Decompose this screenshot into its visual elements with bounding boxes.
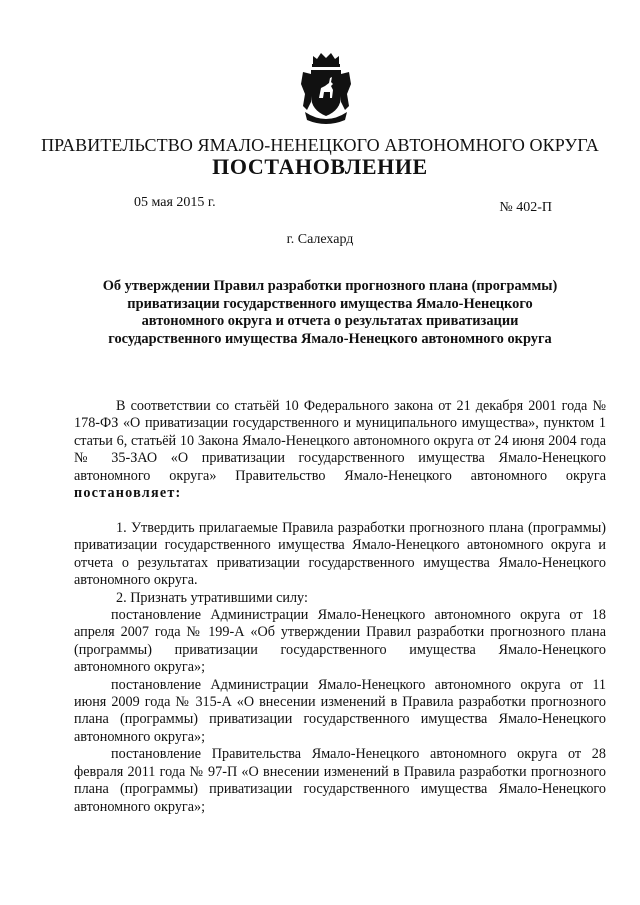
document-type-title: ПОСТАНОВЛЕНИЕ (212, 154, 428, 179)
government-name: ПРАВИТЕЛЬСТВО ЯМАЛО-НЕНЕЦКОГО АВТОНОМНОГО ОКРУГА (41, 135, 599, 155)
document-date: 05 мая 2015 г. (134, 195, 216, 210)
repealed-act-2: постановление Администрации Ямало-Ненецкого автономного округа от 11 июня 2009 года № 315-А «О внесении изменений в Правила разработки прогнозного плана (программы) приватизации государственного имущества Ямало-Ненецкого автономного округа»; (74, 676, 606, 745)
resolves-word: постановляет: (74, 485, 182, 502)
repealed-act-1: постановление Администрации Ямало-Ненецкого автономного округа от 18 апреля 2007 года № 199-А «Об утверждении Правил разработки прогнозного плана (программы) приватизации государственного имущества Ямало-Ненецкого автономного округа»; (74, 607, 606, 676)
document-city: г. Салехард (286, 232, 354, 247)
document-number: № 402-П (499, 200, 552, 215)
preamble-text: В соответствии со статьёй 10 Федерального закона от 21 декабря 2001 года № 178-ФЗ «О приватизации государственного и муниципального имущества», пунктом 1 статьи 6, статьёй 10 Закона Ямало-Ненецкого автономного округа от 24 июня 2004 года № 35-ЗАО «О приватизации государственного имущества Ямало-Ненецкого автономного округа» Правительство Ямало-Ненецкого автономного округа (74, 398, 606, 484)
coat-of-arms-icon (299, 50, 353, 124)
preamble (74, 398, 606, 502)
document-heading: Об утверждении Правил разработки прогнозного плана (программы) приватизации государственного имущества Ямало-Ненецкого автономного округа и отчета о результатах приватизации государственного имущества Ямало-Ненецкого автономного округа (102, 278, 558, 347)
resolution-items (74, 520, 606, 816)
item-repeal: 2. Признать утратившими силу: (116, 589, 308, 606)
repealed-act-3: постановление Правительства Ямало-Ненецкого автономного округа от 28 февраля 2011 года № 97-П «О внесении изменений в Правила разработки прогнозного плана (программы) приватизации государственного имущества Ямало-Ненецкого автономного округа»; (74, 746, 606, 815)
item-approve: 1. Утвердить прилагаемые Правила разработки прогнозного плана (программы) приватизации государственного имущества Ямало-Ненецкого автономного округа и отчета о результатах приватизации государственного имущества Ямало-Ненецкого автономного округа. (74, 520, 606, 589)
